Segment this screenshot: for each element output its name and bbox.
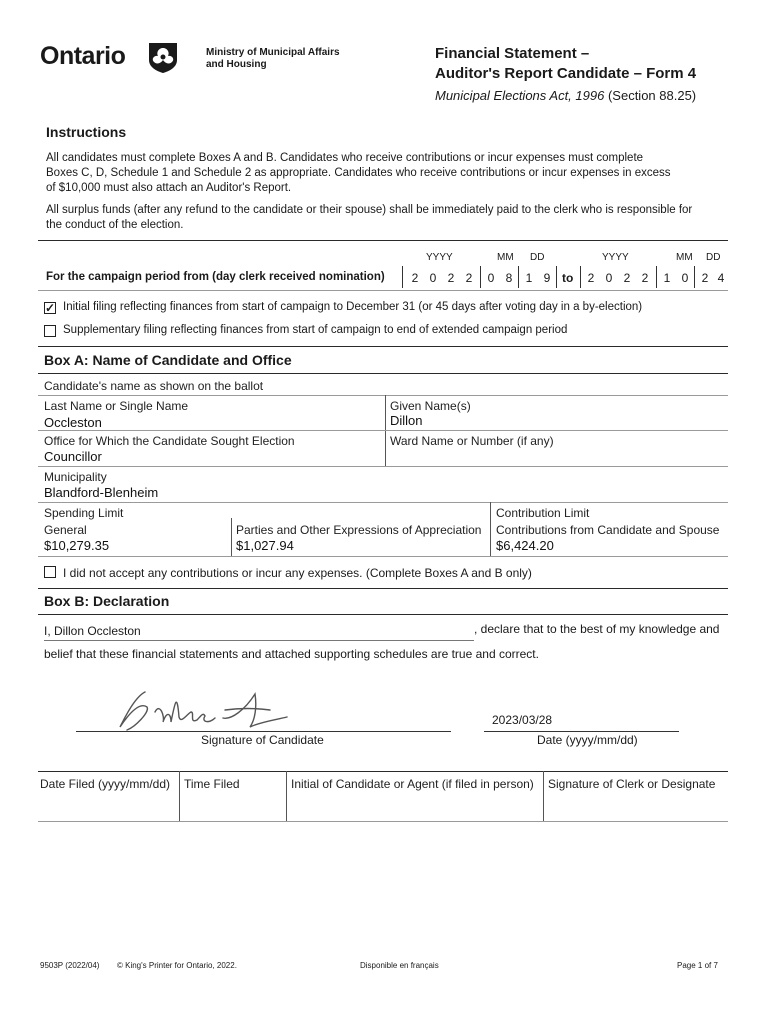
from-digit[interactable]: 2 [411, 271, 419, 285]
period-header-yyyy-to: YYYY [602, 252, 629, 263]
to-digit[interactable]: 0 [681, 271, 689, 285]
digit-separator [556, 266, 557, 288]
digit-separator [580, 266, 581, 288]
supplementary-filing-checkbox[interactable] [44, 325, 56, 337]
to-digit[interactable]: 2 [623, 271, 631, 285]
box-b-heading: Box B: Declaration [44, 593, 170, 609]
instructions-paragraph2: All surplus funds (after any refund to the candidate or their spouse) shall be immediately paid to the clerk who is responsible for the conduct of the election. [46, 204, 693, 231]
no-contributions-label: I did not accept any contributions or incur any expenses. (Complete Boxes A and B only) [63, 566, 532, 580]
footer-copyright: © King's Printer for Ontario, 2022. [117, 961, 237, 970]
act-reference [435, 88, 696, 103]
declarant-underline [44, 640, 474, 641]
from-digit[interactable]: 0 [487, 271, 495, 285]
divider [38, 588, 728, 589]
ontario-wordmark: Ontario [40, 42, 126, 70]
instructions-heading: Instructions [46, 124, 127, 140]
divider [38, 821, 728, 822]
time-filed-label: Time Filed [184, 777, 240, 791]
declaration-belief: belief that these financial statements and attached supporting schedules are true and correct. [44, 647, 539, 661]
clerk-signature-label: Signature of Clerk or Designate [548, 777, 716, 791]
ward-label: Ward Name or Number (if any) [390, 434, 554, 448]
spending-limit-label: Spending Limit [44, 506, 124, 520]
trillium-logo-icon [146, 40, 180, 74]
ballot-name-label: Candidate's name as shown on the ballot [44, 379, 264, 393]
parties-label: Parties and Other Expressions of Appreciation [236, 523, 482, 537]
office-label: Office for Which the Candidate Sought Election [44, 434, 295, 448]
from-digit[interactable]: 8 [505, 271, 513, 285]
divider [38, 556, 728, 557]
to-digit[interactable]: 1 [663, 271, 671, 285]
divider [38, 430, 728, 431]
column-divider [231, 518, 232, 556]
from-digit[interactable]: 0 [429, 271, 437, 285]
to-digit[interactable]: 2 [587, 271, 595, 285]
from-digit[interactable]: 1 [525, 271, 533, 285]
signature-label: Signature of Candidate [201, 733, 324, 747]
column-divider [490, 502, 491, 556]
divider [38, 466, 728, 467]
last-name-label: Last Name or Single Name [44, 399, 189, 413]
from-digit[interactable]: 9 [543, 271, 551, 285]
instructions-paragraph1: All candidates must complete Boxes A and B. Candidates who receive contributions or incur expenses must complete Boxes C, D, Schedule 1 and Schedule 2 as appropriate. Candidates who receive contributions or incur expenses in excess of $10,000 must also attach an Auditor's Report. [46, 152, 671, 194]
divider [38, 395, 728, 396]
given-name-label: Given Name(s) [390, 399, 471, 413]
digit-separator [656, 266, 657, 288]
act-section: (Section 88.25) [607, 88, 697, 103]
digit-separator [402, 266, 403, 288]
act-name: Municipal Elections Act, 1996 [435, 88, 605, 103]
declaration-suffix: , declare that to the best of my knowledge and [474, 622, 720, 636]
initial-agent-label: Initial of Candidate or Agent (if filed in person) [291, 777, 534, 791]
ministry-name-line2: and Housing [206, 59, 267, 70]
digit-separator [480, 266, 481, 288]
date-line [484, 731, 679, 732]
general-value[interactable]: $10,279.35 [44, 538, 110, 553]
supplementary-filing-label: Supplementary filing reflecting finances from start of campaign to end of extended campaign period [63, 324, 568, 336]
divider [38, 346, 728, 347]
contribution-limit-label: Contribution Limit [496, 506, 590, 520]
contrib-candidate-label: Contributions from Candidate and Spouse [496, 523, 720, 537]
given-name-value[interactable]: Dillon [390, 413, 423, 428]
date-filed-label: Date Filed (yyyy/mm/dd) [40, 777, 171, 791]
checkmark-icon: ✓ [45, 301, 56, 315]
column-divider [385, 395, 386, 467]
ministry-name-line1: Ministry of Municipal Affairs [206, 47, 340, 58]
period-to-label: to [562, 271, 574, 285]
period-header-dd-from: DD [530, 252, 545, 263]
last-name-value[interactable]: Occleston [44, 415, 102, 430]
digit-separator [694, 266, 695, 288]
municipality-value[interactable]: Blandford-Blenheim [44, 485, 159, 500]
from-digit[interactable]: 2 [465, 271, 473, 285]
no-contributions-checkbox[interactable] [44, 566, 56, 578]
footer-page-number: Page 1 of 7 [677, 961, 718, 970]
contrib-candidate-value[interactable]: $6,424.20 [496, 538, 554, 553]
divider [38, 290, 728, 291]
office-value[interactable]: Councillor [44, 449, 102, 464]
footer-french-link[interactable]: Disponible en français [360, 961, 439, 970]
divider [38, 771, 728, 772]
to-digit[interactable]: 2 [641, 271, 649, 285]
footer-form-code: 9503P (2022/04) [40, 961, 100, 970]
to-digit[interactable]: 0 [605, 271, 613, 285]
declarant-value[interactable]: I, Dillon Occleston [44, 624, 141, 638]
from-digit[interactable]: 2 [447, 271, 455, 285]
declaration-date-value[interactable]: 2023/03/28 [492, 713, 553, 727]
date-label: Date (yyyy/mm/dd) [537, 733, 638, 747]
general-label: General [44, 523, 87, 537]
column-divider [179, 771, 180, 821]
column-divider [286, 771, 287, 821]
column-divider [543, 771, 544, 821]
period-label: For the campaign period from (day clerk received nomination) [46, 271, 385, 283]
divider [38, 373, 728, 374]
divider [38, 614, 728, 615]
signature-line [76, 731, 451, 732]
parties-value[interactable]: $1,027.94 [236, 538, 294, 553]
to-digit[interactable]: 4 [717, 271, 725, 285]
box-a-heading: Box A: Name of Candidate and Office [44, 352, 292, 368]
municipality-label: Municipality [44, 470, 107, 484]
form-title-line2: Auditor's Report Candidate – Form 4 [435, 65, 697, 82]
period-header-mm-from: MM [497, 252, 514, 263]
divider [38, 240, 728, 241]
digit-separator [518, 266, 519, 288]
period-header-mm-to: MM [676, 252, 693, 263]
period-header-dd-to: DD [706, 252, 721, 263]
initial-filing-label: Initial filing reflecting finances from start of campaign to December 31 (or 45 days after voting day in a by-election) [63, 301, 643, 313]
to-digit[interactable]: 2 [701, 271, 709, 285]
divider [38, 502, 728, 503]
period-header-yyyy-from: YYYY [426, 252, 453, 263]
form-title-line1: Financial Statement – [435, 45, 590, 62]
initial-filing-checkbox[interactable] [44, 302, 56, 314]
